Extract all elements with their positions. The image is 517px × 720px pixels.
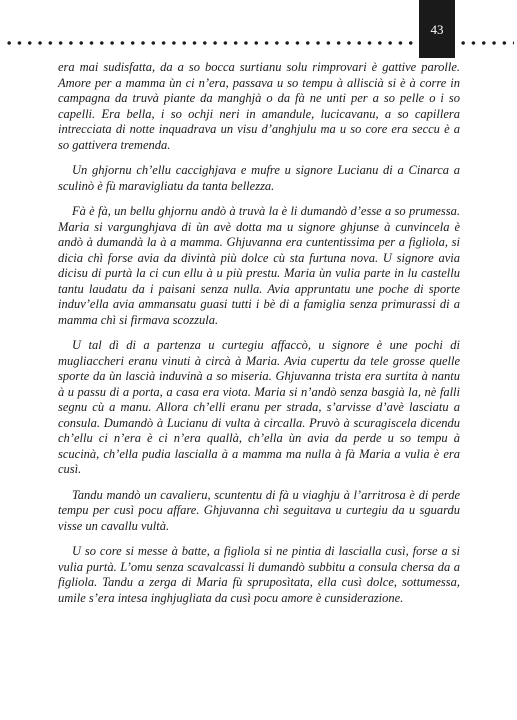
paragraph-2: Un ghjornu ch’ellu caccighjava e mufre u signore Lucianu di a Cinarca a sculinò è fù maravigliatu da tanta bellezza. (58, 163, 460, 193)
dotted-rule-right (458, 40, 514, 46)
body-text (58, 60, 460, 616)
paragraph-4: U tal dì di a partenza u curtegiu affaccò, u signore è une pochi di mugliaccheri eranu vinuti à circà à Maria. Avia cupertu da tele grosse quelle sporte da ùn lascià induvinà a so miseria. Ghjuvanna trista era surtita à nantu à u passu di a porta, a casa era viota. Maria si n’andò senza basgià la, nè falli segnu cù a manu. Allora ch’elli eranu per strada, s’arvisse d’avè lasciatu a consula. Dumandò à Lucianu di vulta à circalla. Pruvò à scuragiscela dicendu ch’ellu ci n’era è ci n’era quallà, ch’ella ùn avia da perde u so tempu à scucinà, ch’ella pudia lascialla à a mamma ma nulla à fà Maria a vulia è era cusì. (58, 338, 460, 476)
paragraph-5: Tandu mandò un cavalieru, scuntentu di fà u viaghju à l’arritrosa è di perde tempu per cusì pocu affare. Ghjuvanna chì seguitava u curtegiu da u sguardu visse un cavallu vultà. (58, 487, 460, 533)
paragraph-6: U so core si messe à batte, a figliola si ne pintia di lascialla cusì, forse a si vulia purtà. L’omu senza scavalcassi li dumandò subbitu a consula chersa da a figliola. Tandu a zerga di Maria fù spruposìtata, ella cusì dolce, sottumessa, umile s’era intesa inghjugliata da cusì pocu amore è cunsiderazione. (58, 544, 460, 605)
dotted-rule-left (4, 40, 416, 46)
page-number-box (419, 0, 455, 58)
paragraph-1: era mai sudisfatta, da a so bocca surtianu solu rimprovari è gattive parolle. Amore per a mamma ùn ci n’era, passava u so tempu à alliscià si è à corre in campagna da truvà piante da manghjà o da fà ne unti per a so pelle o i so capelli. Era bella, i so ochji neri in amandule, lucicavanu, a so capillera intrecciata di notte inquadrava un visu d’anghjulu ma u so core era seccu è a so gattivera tremenda. (58, 60, 460, 152)
page-number: 43 (430, 22, 444, 37)
paragraph-3: Fà è fà, un bellu ghjornu andò à truvà la è li dumandò d’esse a so prumessa. Maria si vargunghjava di ùn avè dotta ma u signore ghjunse à cunvincela è andò à dumandà la à a mamma. Ghjuvanna era cuntentissima per a figliola, si dicia chì forse avia da divintà più dolce cù sta furtuna nova. U signore avia dicisu di purtà la ci cun ellu à u più prestu. Maria ùn vulia parte in lu castellu tantu laudatu da i paisani senza nulla. Avia appruntatu une poche di sporte induv’ella avia ammansatu guasi tutti i bè di a famiglia senza primurassi di a mamma chì si firmava scozzula. (58, 204, 460, 327)
